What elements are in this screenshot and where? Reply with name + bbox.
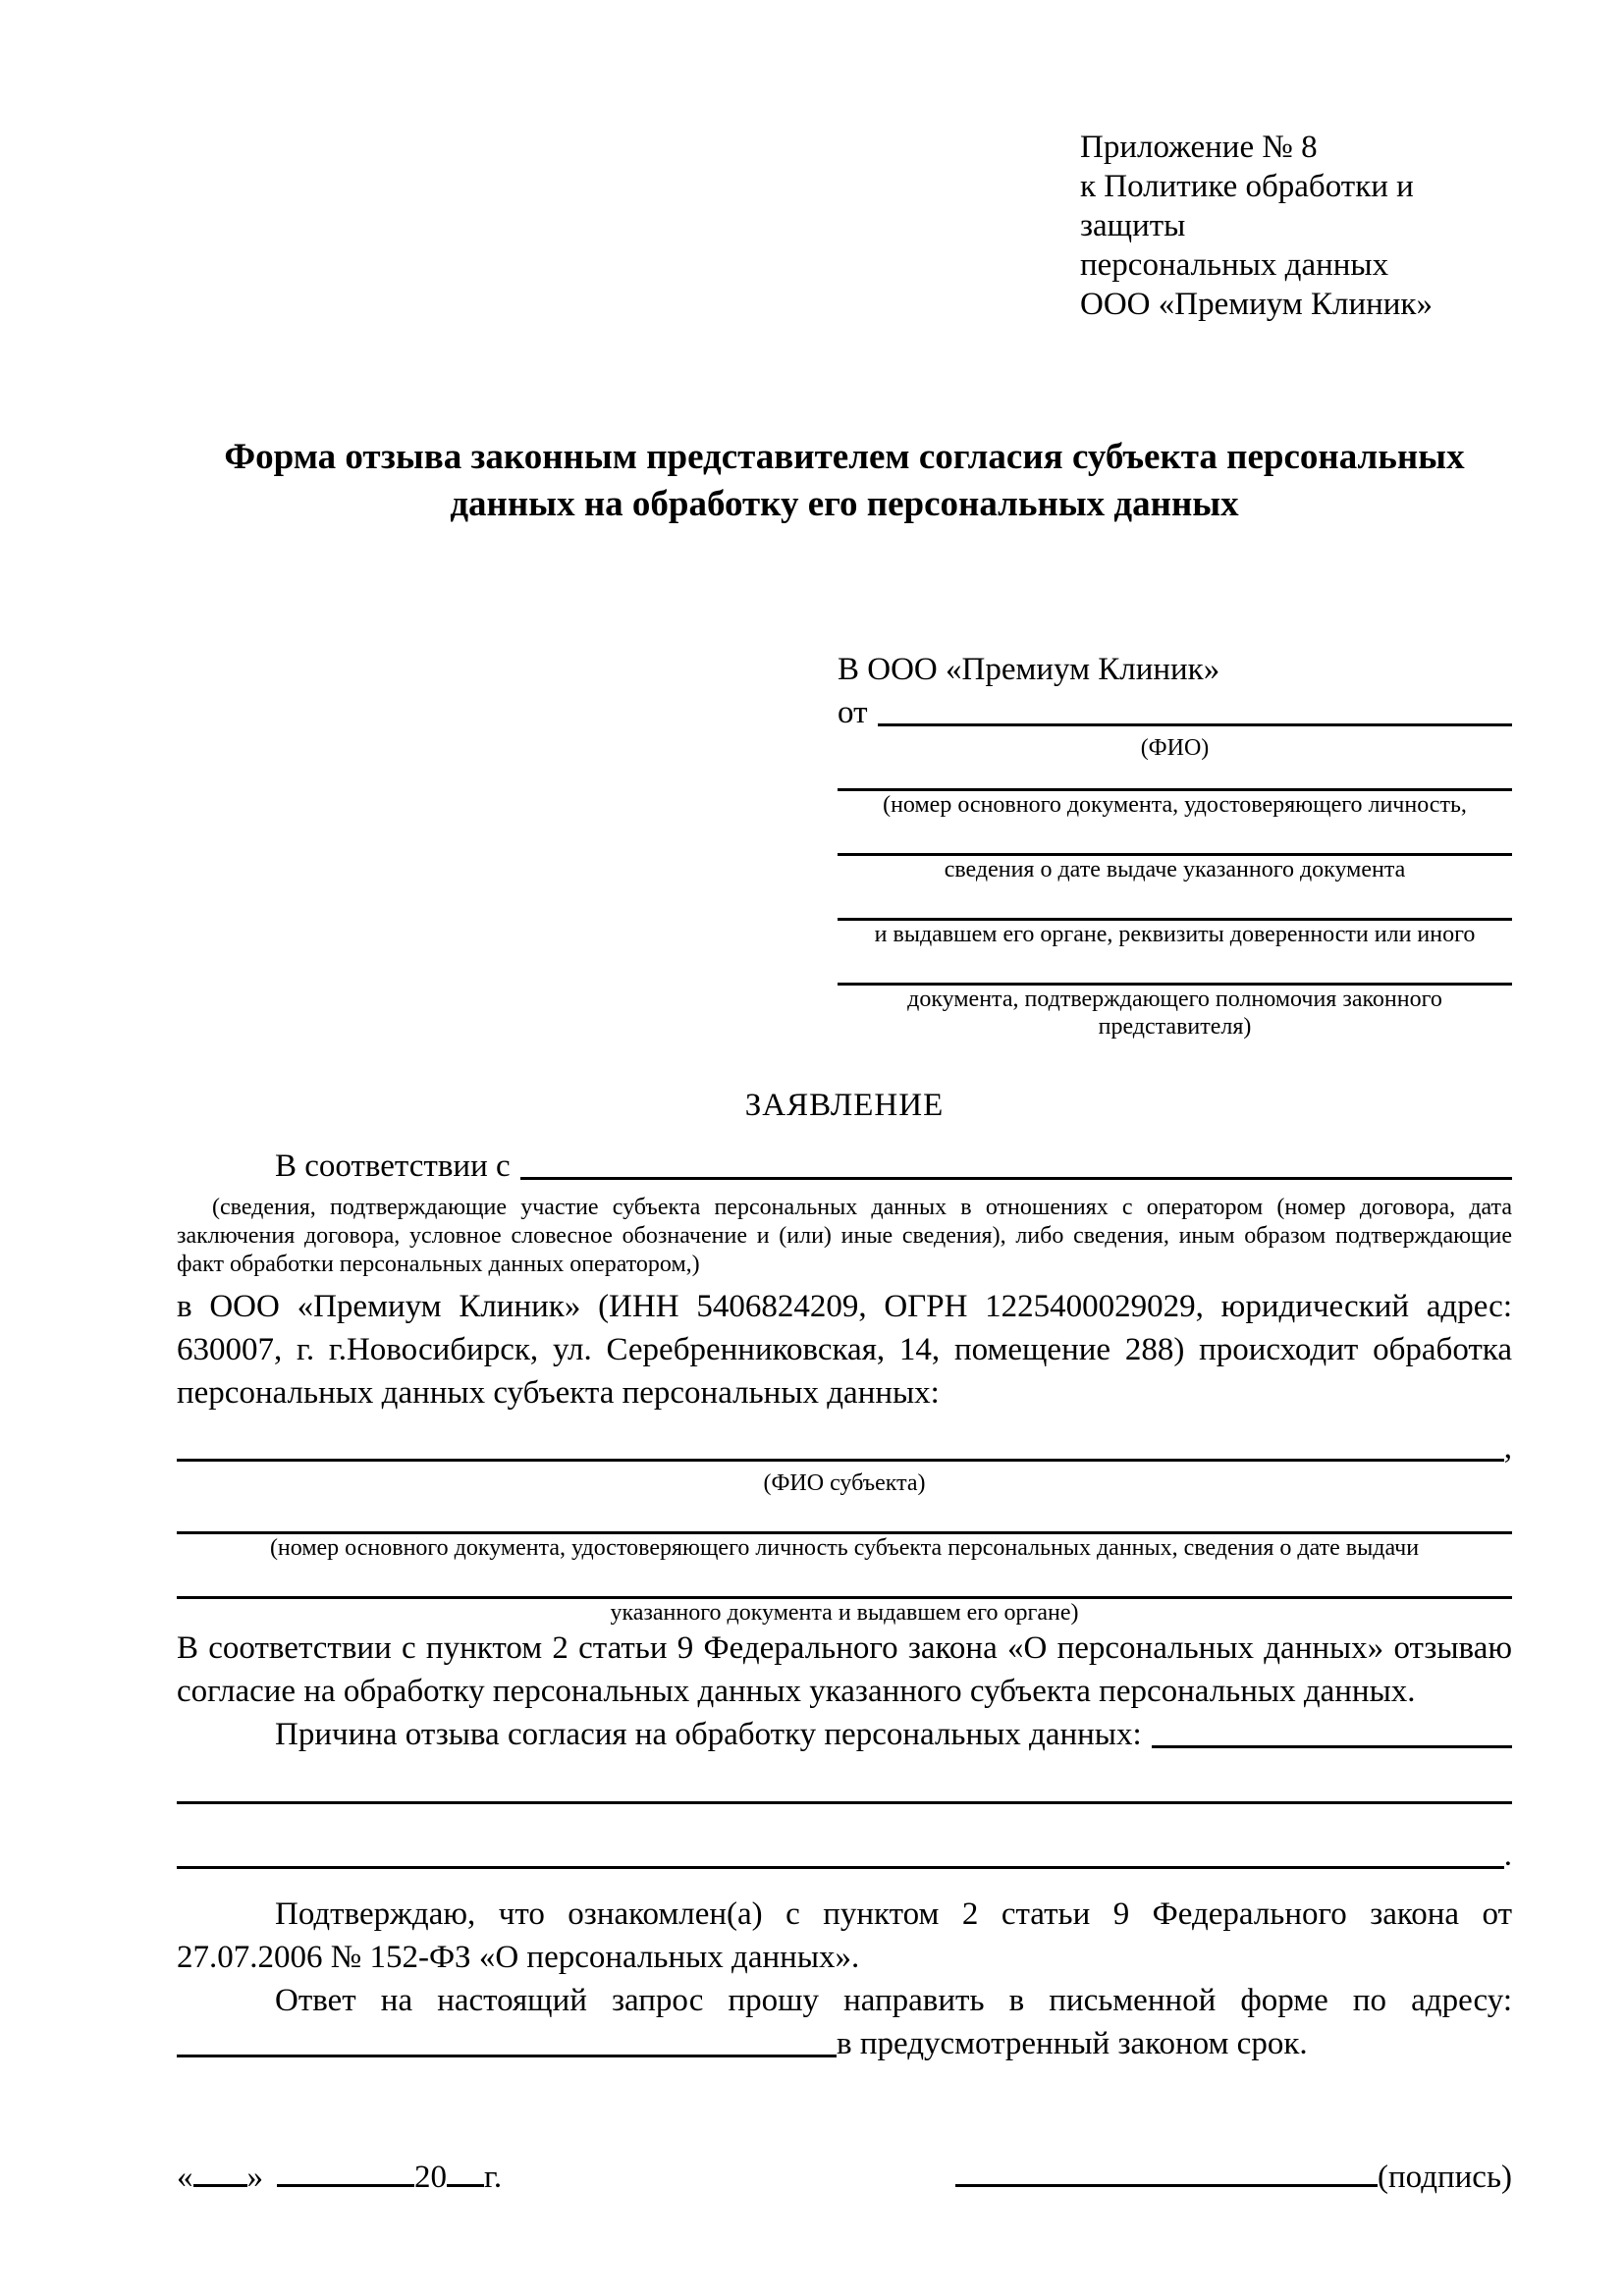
reason-blank-line-2[interactable] — [177, 1866, 1504, 1869]
addressee-to: В ООО «Премиум Клиник» — [838, 652, 1220, 687]
representative-doc-caption-2: сведения о дате выдаче указанного документа — [944, 857, 1406, 882]
subject-doc-caption-2: указанного документа и выдавшем его органе) — [610, 1600, 1079, 1626]
appendix-line-4: ООО «Премиум Клиник» — [1080, 287, 1433, 322]
representative-doc-field-4[interactable] — [838, 948, 1512, 986]
subject-fio-caption: (ФИО субъекта) — [763, 1470, 926, 1496]
date-year-prefix: 20 — [414, 2160, 447, 2195]
signature-area — [955, 2156, 1512, 2199]
signature-caption: (подпись) — [1378, 2160, 1512, 2195]
representative-doc-caption-3: и выдавшем его органе, реквизиты доверенности или иного — [874, 922, 1476, 947]
representative-doc-caption-1: (номер основного документа, удостоверяющего личность, — [883, 792, 1467, 818]
from-row — [838, 691, 1512, 734]
signature-line[interactable] — [955, 2184, 1378, 2187]
date-quote-open: « — [177, 2160, 193, 2195]
reason-row — [177, 1713, 1512, 1756]
from-label: от — [838, 695, 868, 730]
subject-doc-field-2[interactable] — [177, 1562, 1512, 1599]
representative-doc-field-1[interactable] — [838, 762, 1512, 791]
subject-fio-suffix: , — [1503, 1430, 1512, 1466]
representative-doc-field-2[interactable] — [838, 819, 1512, 856]
reply-paragraph: Ответ на настоящий запрос прошу направить в письменной форме по адресу: — [275, 1983, 1512, 2018]
reason-field[interactable] — [1152, 1745, 1512, 1748]
date-year-line[interactable] — [447, 2184, 484, 2187]
reason-blank-suffix: . — [1503, 1838, 1512, 1873]
reason-blank-line-1[interactable] — [177, 1801, 1512, 1804]
operator-paragraph: в ООО «Премиум Клиник» (ИНН 5406824209, ОГРН 1225400029029, юридический адрес: 630007, г. г.Новосибирск, ул. Серебренниковская, 14, помещение 288) происходит обработка персональных данных субъекта персональных данных: — [177, 1289, 1512, 1411]
footer-row — [177, 2156, 1512, 2199]
reason-blank-row-2 — [177, 1834, 1512, 1877]
accordance-row — [177, 1145, 1512, 1188]
subject-fio-row — [177, 1426, 1512, 1469]
representative-doc-caption-4: документа, подтверждающего полномочия законного представителя) — [907, 987, 1442, 1040]
address-row — [177, 2022, 1512, 2065]
appendix-header — [1080, 128, 1512, 324]
subject-doc-caption-1: (номер основного документа, удостоверяющего личность субъекта персональных данных, сведения о дате выдачи — [269, 1535, 1420, 1561]
appendix-line-2: к Политике обработки и защиты — [1080, 169, 1414, 243]
accordance-field[interactable] — [520, 1177, 1512, 1180]
document-title: Форма отзыва законным представителем согласия субъекта персональных данных на обработку его персональных данных — [224, 437, 1465, 524]
reply-tail: в предусмотренный законом срок. — [837, 2026, 1308, 2061]
representative-fio-field[interactable] — [878, 723, 1513, 726]
representative-doc-field-3[interactable] — [838, 883, 1512, 921]
date-field[interactable] — [177, 2156, 502, 2199]
addressee-block — [838, 648, 1512, 1041]
subject-fio-field[interactable] — [177, 1459, 1504, 1462]
date-day-line[interactable] — [193, 2184, 247, 2187]
withdrawal-paragraph: В соответствии с пунктом 2 статьи 9 Федерального закона «О персональных данных» отзываю согласие на обработку персональных данных указанного субъекта персональных данных. — [177, 1630, 1512, 1709]
statement-heading: ЗАЯВЛЕНИЕ — [744, 1088, 945, 1123]
date-quote-close: » — [246, 2160, 263, 2195]
address-field[interactable] — [177, 2055, 837, 2057]
date-year-suffix: г. — [484, 2160, 503, 2195]
appendix-line-1: Приложение № 8 — [1080, 130, 1318, 165]
date-month-line[interactable] — [277, 2184, 414, 2187]
confirm-paragraph: Подтверждаю, что ознакомлен(а) с пунктом 2 статьи 9 Федерального закона от 27.07.2006 № 152-ФЗ «О персональных данных». — [177, 1896, 1512, 1975]
accordance-note: (сведения, подтверждающие участие субъекта персональных данных в отношениях с оператором (номер договора, дата заключения договора, условное словесное обозначение и (или) иные сведения), либо сведения, иным образом подтверждающие факт обработки персональных данных оператором,) — [177, 1195, 1512, 1277]
reason-label: Причина отзыва согласия на обработку персональных данных: — [275, 1717, 1142, 1752]
subject-doc-field-1[interactable] — [177, 1497, 1512, 1534]
accordance-label: В соответствии с — [275, 1148, 511, 1184]
representative-fio-caption: (ФИО) — [1140, 735, 1210, 761]
appendix-line-3: персональных данных — [1080, 247, 1389, 283]
